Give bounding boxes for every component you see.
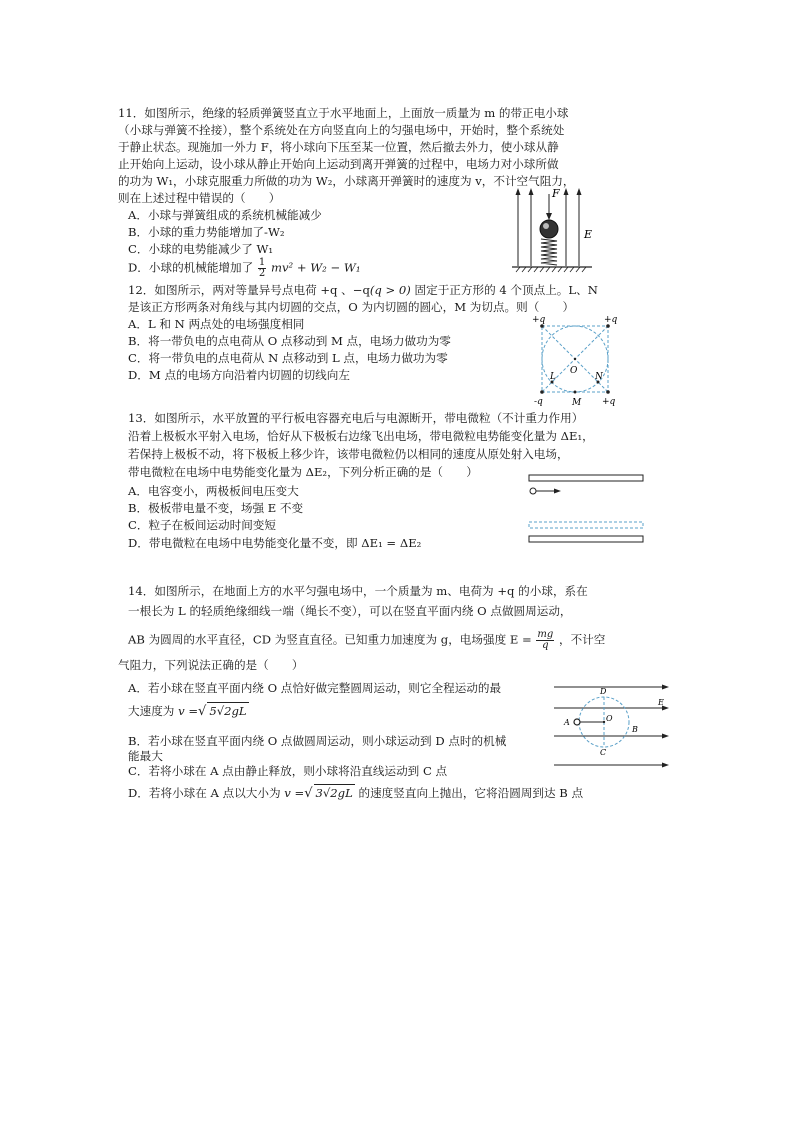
q12-line-1-a: 12．如图所示，两对等量异号点电荷 +q 、−q <box>128 283 370 297</box>
q14-option-a-line-1: A．若小球在竖直平面内绕 O 点恰好做完整圆周运动，则它全程运动的最 <box>128 681 502 695</box>
q14-option-d-radicand: 3√2gL <box>315 786 353 800</box>
q11-option-d-suffix: mv² + W₂ − W₁ <box>270 260 361 275</box>
q11-ball-highlight <box>543 223 549 229</box>
q14-option-b-line-2: 能最大 <box>128 749 163 763</box>
q12-line-1 <box>128 282 598 298</box>
q11-option-d-num: 1 <box>258 257 266 268</box>
q14-line-3-fraction <box>536 630 554 651</box>
q14-option-c: C．若将小球在 A 点由静止释放，则小球将沿直线运动到 C 点 <box>128 764 448 778</box>
q12-figure <box>532 316 622 408</box>
q13-option-b: B．极板带电量不变，场强 E 不变 <box>128 501 304 515</box>
q12-label-br: +q <box>602 397 616 407</box>
q14-line-3-suffix: ，不计空 <box>558 632 606 647</box>
q12-line-2: 是该正方形两条对角线与其内切圆的交点，O 为内切圆的圆心，M 为切点。则（ ） <box>128 300 575 314</box>
q13-line-3: 若保持上极板不动，将下极板上移少许，该带电微粒仍以相同的速度从原处射入电场， <box>128 447 569 461</box>
q12-point-m <box>574 391 577 394</box>
q13-new-plate-dashed <box>529 522 643 528</box>
q11-line-3: 于静止状态。现施加一外力 F，将小球向下压至某一位置，然后撤去外力，使小球从静 <box>118 140 559 154</box>
q11-option-d-fraction <box>258 258 266 279</box>
q14-label-d: D <box>600 687 607 696</box>
q11-line-5: 的功为 W₁，小球克服重力所做的功为 W₂，小球离开弹簧时的速度为 v，不计空气阻力， <box>118 174 575 188</box>
q12-label-bl: -q <box>534 397 543 407</box>
q14-option-a-radicand: 5√2gL <box>209 704 247 718</box>
q14-point-o <box>603 721 605 723</box>
q12-label-tr: +q <box>604 315 618 325</box>
q11-line-4: 止开始向上运动，设小球从静止开始向上运动到离开弹簧的过程中，电场力对小球所做 <box>118 157 559 171</box>
q13-particle <box>530 488 536 494</box>
q14-option-d-prefix: D．若将小球在 A 点以大小为 <box>128 786 281 800</box>
q11-option-d-prefix: D．小球的机械能增加了 <box>128 260 254 275</box>
q14-label-o: O <box>606 714 613 723</box>
q12-line-1-c: 固定于正方形的 4 个顶点上。L、N <box>410 283 598 297</box>
q11-label-e: E <box>584 228 593 241</box>
q14-label-b: B <box>632 725 638 734</box>
q12-charge-br <box>606 390 610 394</box>
q11-option-d <box>128 258 360 279</box>
q14-field-arrow-3 <box>662 734 669 739</box>
q13-figure <box>528 474 646 550</box>
q12-label-m: M <box>572 398 582 408</box>
q12-line-1-b: (q > 0) <box>369 283 411 297</box>
q14-option-a-line-2: 大速度为 v =√ 5√2gL <box>128 704 247 719</box>
q13-option-a: A．电容变小，两极板间电压变大 <box>128 484 299 498</box>
q13-lower-plate <box>529 536 643 542</box>
q14-option-a-v: v = <box>178 704 199 718</box>
q11-field-arrow-4 <box>577 188 582 195</box>
q14-line-3-prefix: AB 为圆周的水平直径，CD 为竖直直径。已知重力加速度为 g，电场强度 E = <box>128 632 532 647</box>
q12-label-l: L <box>550 372 556 382</box>
q11-ground-hatch <box>516 267 586 272</box>
q14-field-arrow-4 <box>662 763 669 768</box>
q14-line-1: 14．如图所示，在地面上方的水平匀强电场中，一个质量为 m、电荷为 +q 的小球，系在 <box>128 584 588 598</box>
q14-ball <box>574 719 580 725</box>
q12-option-b: B．将一带负电的点电荷从 O 点移动到 M 点，电场力做功为零 <box>128 334 451 348</box>
q11-option-a: A．小球与弹簧组成的系统机械能减少 <box>128 208 322 222</box>
q11-spring <box>541 239 557 265</box>
q14-line-3-num: mg <box>537 629 554 640</box>
q12-label-n: N <box>595 372 603 382</box>
q14-option-d: D．若将小球在 A 点以大小为 v =√ 3√2gL 的速度竖直向上抛出，它将沿圆周到达 B 点 <box>128 786 584 801</box>
q12-option-a: A．L 和 N 两点处的电场强度相同 <box>128 317 305 331</box>
q11-field-arrow-3 <box>564 188 569 195</box>
q13-option-d: D．带电微粒在电场中电势能变化量不变，即 ΔE₁ = ΔE₂ <box>128 536 422 550</box>
q14-label-e: E <box>658 698 664 707</box>
q11-figure <box>510 186 600 274</box>
q11-option-d-den: 2 <box>258 268 266 279</box>
q11-line-6: 则在上述过程中错误的（ ） <box>118 191 281 205</box>
q12-label-o: O <box>570 366 578 376</box>
q14-option-d-suffix: 的速度竖直向上抛出，它将沿圆周到达 B 点 <box>358 786 584 800</box>
q13-line-4: 带电微粒在电场中电势能变化量为 ΔE₂，下列分析正确的是（ ） <box>128 465 478 479</box>
q11-label-f: F <box>552 187 560 200</box>
q14-line-3-den: q <box>542 640 549 651</box>
q14-option-d-v: v = <box>284 786 305 800</box>
q11-option-b: B．小球的重力势能增加了-W₂ <box>128 225 285 239</box>
q12-charge-bl <box>540 390 544 394</box>
q12-point-o <box>574 358 576 360</box>
q11-line-1: 11．如图所示，绝缘的轻质弹簧竖直立于水平地面上，上面放一质量为 m 的带正电小球 <box>118 106 569 120</box>
q11-option-c: C．小球的电势能减少了 W₁ <box>128 242 274 256</box>
q12-label-tl: +q <box>532 315 546 325</box>
q11-line-2: （小球与弹簧不拴接），整个系统处在方向竖直向上的匀强电场中，开始时，整个系统处 <box>118 123 565 137</box>
q14-line-2: 一根长为 L 的轻质绝缘细线一端（绳长不变），可以在竖直平面内绕 O 点做圆周运动， <box>128 604 572 618</box>
q12-option-d: D．M 点的电场方向沿着内切圆的切线向左 <box>128 368 350 382</box>
q13-upper-plate <box>529 475 643 481</box>
q14-option-b-line-1: B．若小球在竖直平面内绕 O 点做圆周运动，则小球运动到 D 点时的机械 <box>128 734 507 748</box>
q13-velocity-arrowhead <box>554 489 561 494</box>
q14-line-3 <box>128 630 605 651</box>
q13-line-1: 13．如图所示，水平放置的平行板电容器充电后与电源断开，带电微粒（不计重力作用） <box>128 411 584 425</box>
q14-label-a: A <box>564 718 570 727</box>
q12-option-c: C．将一带负电的点电荷从 N 点移动到 L 点，电场力做功为零 <box>128 351 448 365</box>
q14-field-arrow-1 <box>662 685 669 690</box>
q14-label-c: C <box>600 748 607 757</box>
q11-field-arrow-1 <box>516 188 521 195</box>
q14-line-4: 气阻力，下列说法正确的是（ ） <box>118 658 304 672</box>
q13-option-c: C．粒子在板间运动时间变短 <box>128 518 276 532</box>
q14-option-a-prefix: 大速度为 <box>128 704 175 718</box>
q11-ball <box>540 220 558 238</box>
q13-line-2: 沿着上极板水平射入电场，恰好从下极板右边缘飞出电场，带电微粒电势能变化量为 ΔE₁， <box>128 429 594 443</box>
q11-field-arrow-2 <box>529 188 534 195</box>
q11-force-arrowhead <box>546 213 552 220</box>
q14-figure <box>552 676 674 772</box>
